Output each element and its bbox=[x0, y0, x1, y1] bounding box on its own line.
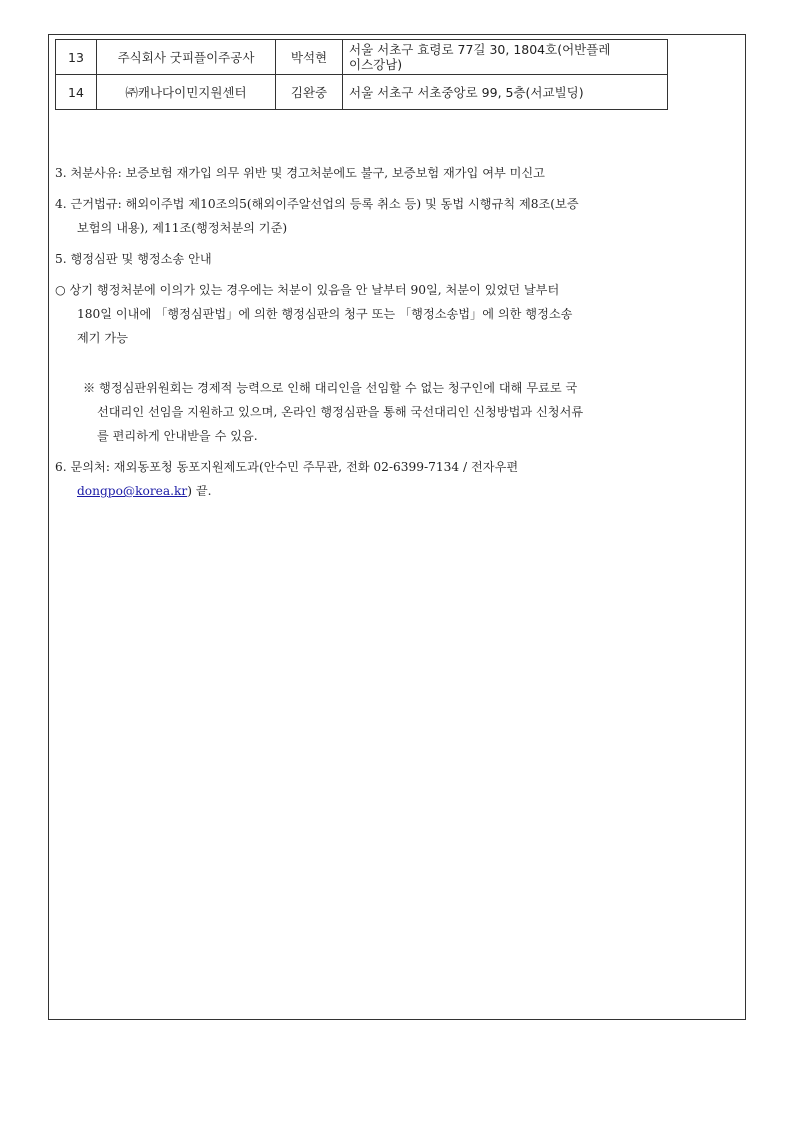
section-5-appeal-guide: 5. 행정심판 및 행정소송 안내 bbox=[55, 252, 212, 266]
representative: 김완중 bbox=[276, 75, 343, 110]
address-line: 서울 서초구 서초중앙로 99, 5층(서교빌딩) bbox=[349, 84, 584, 100]
row-number: 14 bbox=[56, 75, 97, 110]
address-line: 이스강남) bbox=[349, 57, 403, 72]
table-row bbox=[56, 40, 668, 75]
address-line: 서울 서초구 효령로 77길 30, 1804호(어반플레 bbox=[349, 42, 611, 57]
section-3-reason: 3. 처분사유: 보증보험 재가입 의무 위반 및 경고처분에도 불구, 보증보험 재가입 여부 미신고 bbox=[55, 166, 545, 180]
section-4-legal-basis-cont: 보험의 내용), 제11조(행정처분의 기준) bbox=[77, 221, 288, 235]
document-body bbox=[55, 161, 741, 503]
company-address bbox=[343, 40, 668, 75]
agency-table bbox=[55, 39, 668, 110]
company-address bbox=[343, 75, 668, 110]
appeal-bullet: ○ 상기 행정처분에 이의가 있는 경우에는 처분이 있음을 안 날부터 90일, 처분이 있었던 날부터 bbox=[55, 283, 560, 297]
appeal-bullet-cont: 제기 가능 bbox=[77, 331, 128, 345]
row-number: 13 bbox=[56, 40, 97, 75]
document-frame bbox=[48, 34, 746, 1020]
appeal-bullet-cont: 180일 이내에 「행정심판법」에 의한 행정심판의 청구 또는 「행정소송법」에 의한 행정소송 bbox=[77, 307, 573, 321]
representative: 박석현 bbox=[276, 40, 343, 75]
contact-end: ) 끝. bbox=[187, 484, 212, 498]
section-6-contact: 6. 문의처: 재외동포청 동포지원제도과(안수민 주무관, 전화 02-6399-7134 / 전자우편 bbox=[55, 460, 519, 474]
section-6-contact-cont bbox=[55, 479, 741, 503]
email-link[interactable]: dongpo@korea.kr bbox=[77, 484, 188, 498]
free-counsel-note-cont: 선대리인 선임을 지원하고 있으며, 온라인 행정심판을 통해 국선대리인 신청방법과 신청서류 bbox=[97, 405, 584, 419]
free-counsel-note: ※ 행정심판위원회는 경제적 능력으로 인해 대리인을 선임할 수 없는 청구인에 대해 무료로 국 bbox=[83, 381, 578, 395]
company-name: 주식회사 굿피플이주공사 bbox=[97, 40, 276, 75]
section-4-legal-basis: 4. 근거법규: 해외이주법 제10조의5(해외이주알선업의 등록 취소 등) 및 동법 시행규칙 제8조(보증 bbox=[55, 197, 579, 211]
company-name: ㈜캐나다이민지원센터 bbox=[97, 75, 276, 110]
table-row bbox=[56, 75, 668, 110]
free-counsel-note-cont: 를 편리하게 안내받을 수 있음. bbox=[97, 429, 258, 443]
